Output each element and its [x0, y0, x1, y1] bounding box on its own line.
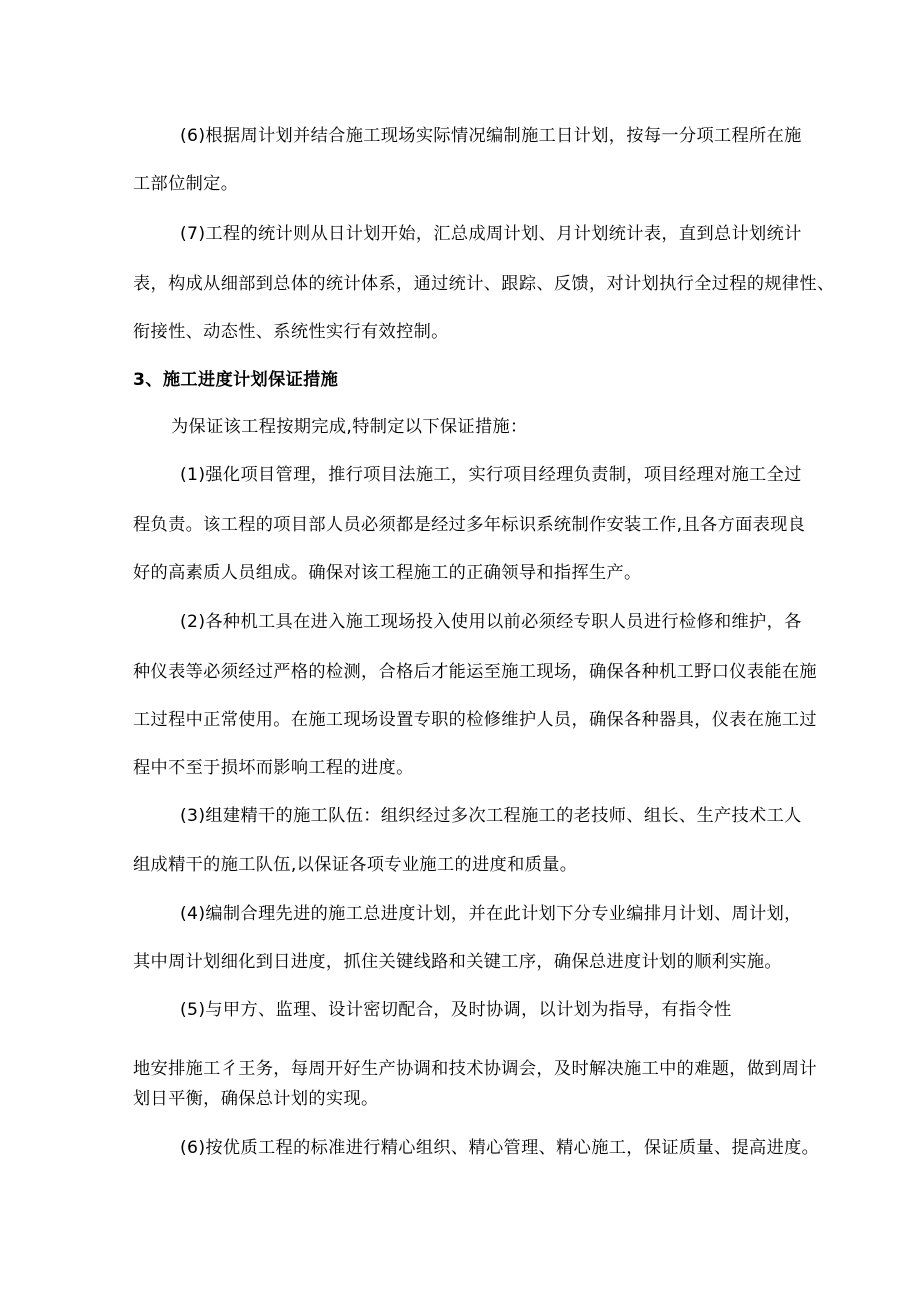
- measure-3-line-1: (3)组建精干的施工队伍：组织经过多次工程施工的老技师、组长、生产技术工人: [180, 806, 802, 826]
- section-heading: 3、施工进度计划保证措施: [133, 370, 339, 390]
- measure-1-line-2: 程负责。该工程的项目部人员必须都是经过多年标识系统制作安装工作,且各方面表现良: [133, 515, 806, 535]
- measure-6-line-1: (6)按优质工程的标准进行精心组织、精心管理、精心施工，保证质量、提高进度。: [180, 1138, 820, 1158]
- p7-line-2: 表，构成从细部到总体的统计体系，通过统计、跟踪、反馈，对计划执行全过程的规律性、: [133, 274, 835, 294]
- measure-1-line-3: 好的高素质人员组成。确保对该工程施工的正确领导和指挥生产。: [133, 563, 642, 583]
- measure-2-line-1: (2)各种机工具在进入施工现场投入使用以前必须经专职人员进行检修和维护，各: [180, 612, 802, 632]
- measure-5-line-1: (5)与甲方、监理、设计密切配合，及时协调，以计划为指导，有指令性: [180, 1000, 732, 1020]
- measure-4-line-2: 其中周计划细化到日进度，抓住关键线路和关键工序，确保总进度计划的顺利实施。: [133, 952, 782, 972]
- measure-2-line-2: 种仪表等必须经过严格的检测，合格后才能运至施工现场，确保各种机工野口仪表能在施: [133, 662, 817, 682]
- measure-2-line-3: 工过程中正常使用。在施工现场设置专职的检修维护人员，确保各种器具，仪表在施工过: [133, 710, 817, 730]
- p6-line-1: (6)根据周计划并结合施工现场实际情况编制施工日计划，按每一分项工程所在施: [180, 126, 802, 146]
- measure-1-line-1: (1)强化项目管理，推行项目法施工，实行项目经理负责制，项目经理对施工全过: [180, 465, 802, 485]
- measure-4-line-1: (4)编制合理先进的施工总进度计划，并在此计划下分专业编排月计划、周计划，: [180, 904, 802, 924]
- measure-5-line-2: 地安排施工彳王务，每周开好生产协调和技术协调会，及时解决施工中的难题，做到周计: [133, 1059, 817, 1079]
- p6-line-2: 工部位制定。: [133, 174, 239, 194]
- measure-2-line-4: 程中不至于损坏而影响工程的进度。: [133, 758, 414, 778]
- p7-line-1: (7)工程的统计则从日计划开始，汇总成周计划、月计划统计表，直到总计划统计: [180, 224, 802, 244]
- measure-5-line-3: 划日平衡，确保总计划的实现。: [133, 1089, 379, 1109]
- p7-line-3: 衔接性、动态性、系统性实行有效控制。: [133, 322, 449, 342]
- measure-3-line-2: 组成精干的施工队伍,以保证各项专业施工的进度和质量。: [133, 855, 578, 875]
- section-intro: 为保证该工程按期完成,特制定以下保证措施：: [171, 417, 528, 437]
